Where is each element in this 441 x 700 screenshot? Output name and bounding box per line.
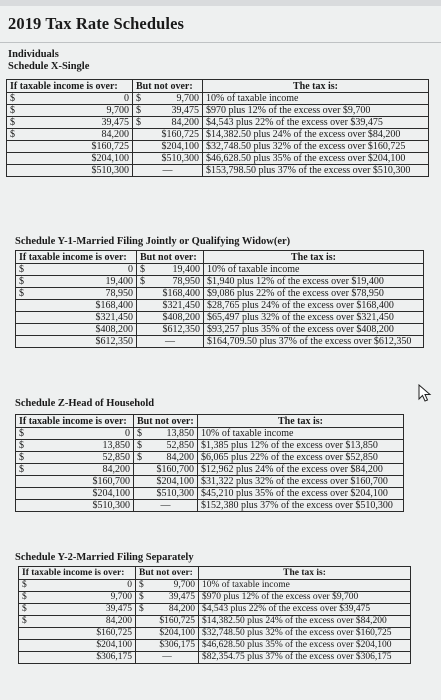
tax-formula-cell: $93,257 plus 35% of the excess over $408,200 <box>204 324 424 336</box>
table-row <box>19 652 411 664</box>
dollar-sign: $ <box>10 105 15 116</box>
tax-formula-cell: $46,628.50 plus 35% of the excess over $204,100 <box>199 640 411 652</box>
income-not-over-value: 39,475 <box>168 592 195 602</box>
dollar-sign: $ <box>19 428 24 439</box>
dollar-sign: $ <box>136 105 141 116</box>
income-not-over-cell <box>133 129 203 141</box>
dollar-sign: $ <box>19 452 24 463</box>
tax-formula-cell: $46,628.50 plus 35% of the excess over $204,100 <box>203 153 429 165</box>
income-not-over-value: $204,100 <box>156 476 194 487</box>
dollar-sign: $ <box>19 264 24 275</box>
table-row <box>16 336 424 348</box>
income-over-value: $168,400 <box>95 300 133 311</box>
income-not-over-cell <box>133 153 203 165</box>
income-not-over-cell <box>134 440 198 452</box>
header-over: If taxable income is over: <box>7 80 133 93</box>
income-over-cell <box>19 604 136 616</box>
dollar-sign: $ <box>10 93 15 104</box>
table-row <box>19 580 411 592</box>
income-over-value: 0 <box>128 264 133 275</box>
income-not-over-cell <box>136 652 199 664</box>
income-not-over-value: $168,400 <box>162 288 200 299</box>
income-over-value: 78,950 <box>105 288 133 299</box>
tax-formula-cell: 10% of taxable income <box>204 264 424 276</box>
income-not-over-cell <box>134 500 198 512</box>
title-divider <box>0 42 441 43</box>
income-over-cell <box>16 500 134 512</box>
income-over-value: $160,725 <box>91 141 129 152</box>
header-not-over: But not over: <box>137 251 204 264</box>
income-not-over-value: 84,200 <box>166 452 194 463</box>
income-over-value: $408,200 <box>95 324 133 335</box>
table-row <box>7 165 429 177</box>
income-not-over-value: 78,950 <box>172 276 200 287</box>
header-not-over: But not over: <box>133 80 203 93</box>
income-not-over-cell <box>137 300 204 312</box>
income-over-cell <box>16 312 137 324</box>
income-over-cell <box>7 141 133 153</box>
income-over-value: 13,850 <box>102 440 130 451</box>
income-over-cell <box>16 428 134 440</box>
header-tax: The tax is: <box>198 415 404 428</box>
income-over-cell <box>16 288 137 300</box>
income-not-over-cell <box>134 488 198 500</box>
table-row <box>16 288 424 300</box>
tax-formula-cell: $164,709.50 plus 37% of the excess over $612,350 <box>204 336 424 348</box>
table-row <box>7 93 429 105</box>
income-not-over-cell <box>136 592 199 604</box>
table-header-row <box>16 415 404 428</box>
income-over-cell <box>16 300 137 312</box>
tax-formula-cell: $12,962 plus 24% of the excess over $84,200 <box>198 464 404 476</box>
income-not-over-value: $510,300 <box>161 153 199 164</box>
dollar-sign: $ <box>137 452 142 463</box>
income-over-cell <box>19 616 136 628</box>
page-title: 2019 Tax Rate Schedules <box>8 14 185 33</box>
income-over-value: $204,100 <box>96 640 132 650</box>
dollar-sign: $ <box>136 117 141 128</box>
income-not-over-value: 9,700 <box>176 93 199 104</box>
tax-formula-cell: $970 plus 12% of the excess over $9,700 <box>203 105 429 117</box>
income-not-over-value: — <box>162 652 172 662</box>
income-not-over-cell <box>133 93 203 105</box>
income-over-value: 0 <box>127 580 132 590</box>
income-over-value: 52,850 <box>102 452 130 463</box>
table-row <box>19 640 411 652</box>
tax-formula-cell: $14,382.50 plus 24% of the excess over $84,200 <box>203 129 429 141</box>
income-not-over-cell <box>137 276 204 288</box>
income-not-over-cell <box>136 640 199 652</box>
individuals-label: Individuals <box>8 49 59 60</box>
income-over-cell <box>7 153 133 165</box>
income-not-over-cell <box>137 264 204 276</box>
tax-formula-cell: $153,798.50 plus 37% of the excess over $510,300 <box>203 165 429 177</box>
table-row <box>19 604 411 616</box>
income-over-cell <box>16 276 137 288</box>
income-over-value: 0 <box>124 93 129 104</box>
income-over-value: $612,350 <box>95 336 133 347</box>
income-not-over-cell <box>137 312 204 324</box>
dollar-sign: $ <box>137 440 142 451</box>
income-not-over-value: $160,725 <box>159 616 195 626</box>
tax-formula-cell: $32,748.50 plus 32% of the excess over $160,725 <box>203 141 429 153</box>
income-over-value: $321,450 <box>95 312 133 323</box>
income-not-over-value: 84,200 <box>168 604 195 614</box>
income-over-cell <box>16 464 134 476</box>
income-not-over-cell <box>134 452 198 464</box>
tax-formula-cell: $9,086 plus 22% of the excess over $78,950 <box>204 288 424 300</box>
income-not-over-cell <box>134 428 198 440</box>
income-not-over-cell <box>134 464 198 476</box>
income-not-over-value: — <box>160 500 171 511</box>
income-over-cell <box>19 652 136 664</box>
dollar-sign: $ <box>136 93 141 104</box>
intro-heading <box>8 49 89 73</box>
tax-formula-cell: 10% of taxable income <box>198 428 404 440</box>
tax-formula-cell: $152,380 plus 37% of the excess over $510,300 <box>198 500 404 512</box>
income-over-cell <box>16 452 134 464</box>
dollar-sign: $ <box>19 276 24 287</box>
tax-formula-cell: $45,210 plus 35% of the excess over $204,100 <box>198 488 404 500</box>
income-not-over-value: 84,200 <box>171 117 199 128</box>
income-not-over-value: — <box>162 165 173 176</box>
tax-formula-cell: $31,322 plus 32% of the excess over $160,700 <box>198 476 404 488</box>
income-not-over-value: $408,200 <box>162 312 200 323</box>
table-header-row <box>7 80 429 93</box>
dollar-sign: $ <box>22 604 27 614</box>
income-not-over-cell <box>137 288 204 300</box>
table-row <box>16 488 404 500</box>
table-row <box>16 464 404 476</box>
income-not-over-value: $160,700 <box>156 464 194 475</box>
tax-formula-cell: $970 plus 12% of the excess over $9,700 <box>199 592 411 604</box>
table-row <box>16 500 404 512</box>
header-over: If taxable income is over: <box>16 415 134 428</box>
income-over-cell <box>16 336 137 348</box>
table-row <box>16 312 424 324</box>
table-header-row <box>19 567 411 580</box>
table-row <box>7 117 429 129</box>
income-not-over-value: 39,475 <box>171 105 199 116</box>
income-over-cell <box>16 488 134 500</box>
income-over-cell <box>19 628 136 640</box>
tax-formula-cell: $1,385 plus 12% of the excess over $13,850 <box>198 440 404 452</box>
income-not-over-value: $510,300 <box>156 488 194 499</box>
table-row <box>19 592 411 604</box>
income-over-value: $160,725 <box>96 628 132 638</box>
table-row <box>16 324 424 336</box>
table-row <box>16 276 424 288</box>
tax-formula-cell: $4,543 plus 22% of the excess over $39,475 <box>203 117 429 129</box>
schedule-x-table <box>6 79 429 177</box>
income-over-cell <box>16 324 137 336</box>
income-over-value: $510,300 <box>92 500 130 511</box>
income-not-over-value: 52,850 <box>166 440 194 451</box>
header-tax: The tax is: <box>203 80 429 93</box>
tax-formula-cell: $82,354.75 plus 37% of the excess over $306,175 <box>199 652 411 664</box>
schedule-y2-table <box>18 566 411 664</box>
income-over-value: $306,175 <box>96 652 132 662</box>
tax-formula-cell: $14,382.50 plus 24% of the excess over $84,200 <box>199 616 411 628</box>
dollar-sign: $ <box>139 592 144 602</box>
income-not-over-cell <box>133 141 203 153</box>
income-over-value: 9,700 <box>106 105 129 116</box>
income-over-value: 19,400 <box>105 276 133 287</box>
income-over-value: $510,300 <box>91 165 129 176</box>
dollar-sign: $ <box>10 129 15 140</box>
table-row <box>7 129 429 141</box>
table-row <box>19 616 411 628</box>
schedule-x-label: Schedule X-Single <box>8 61 90 72</box>
income-over-value: 84,200 <box>102 464 130 475</box>
income-over-value: 9,700 <box>110 592 132 602</box>
income-over-value: 84,200 <box>101 129 129 140</box>
income-not-over-value: $612,350 <box>162 324 200 335</box>
header-over: If taxable income is over: <box>19 567 136 580</box>
income-not-over-value: 9,700 <box>173 580 195 590</box>
table-row <box>16 428 404 440</box>
income-over-cell <box>7 105 133 117</box>
table-row <box>7 153 429 165</box>
income-over-value: 39,475 <box>101 117 129 128</box>
tax-formula-cell: $28,765 plus 24% of the excess over $168,400 <box>204 300 424 312</box>
tax-formula-cell: $32,748.50 plus 32% of the excess over $160,725 <box>199 628 411 640</box>
tax-formula-cell: 10% of taxable income <box>203 93 429 105</box>
dollar-sign: $ <box>140 276 145 287</box>
income-not-over-value: $160,725 <box>161 129 199 140</box>
mouse-pointer-icon <box>418 384 432 402</box>
income-not-over-value: $204,100 <box>161 141 199 152</box>
schedule-y2-title: Schedule Y-2-Married Filing Separately <box>15 552 194 563</box>
table-row <box>16 440 404 452</box>
income-not-over-value: $321,450 <box>162 300 200 311</box>
income-not-over-value: $306,175 <box>159 640 195 650</box>
header-not-over: But not over: <box>134 415 198 428</box>
tax-formula-cell: $4,543 plus 22% of the excess over $39,475 <box>199 604 411 616</box>
dollar-sign: $ <box>22 616 27 626</box>
tax-formula-cell: 10% of taxable income <box>199 580 411 592</box>
income-not-over-value: — <box>165 336 175 347</box>
income-over-value: 0 <box>125 428 130 439</box>
income-not-over-cell <box>137 324 204 336</box>
dollar-sign: $ <box>139 580 144 590</box>
income-over-value: 39,475 <box>105 604 132 614</box>
income-not-over-cell <box>136 604 199 616</box>
income-over-cell <box>7 129 133 141</box>
table-row <box>16 476 404 488</box>
income-over-value: $204,100 <box>91 153 129 164</box>
tax-formula-cell: $6,065 plus 22% of the excess over $52,850 <box>198 452 404 464</box>
top-edge <box>0 0 441 6</box>
table-row <box>19 628 411 640</box>
dollar-sign: $ <box>19 440 24 451</box>
dollar-sign: $ <box>19 288 24 299</box>
schedule-z-table <box>15 414 404 512</box>
dollar-sign: $ <box>10 117 15 128</box>
header-tax: The tax is: <box>204 251 424 264</box>
table-row <box>16 264 424 276</box>
tax-formula-cell: $65,497 plus 32% of the excess over $321,450 <box>204 312 424 324</box>
income-over-cell <box>7 117 133 129</box>
income-not-over-cell <box>133 117 203 129</box>
schedule-y1-table <box>15 250 424 348</box>
income-not-over-value: 19,400 <box>172 264 200 275</box>
header-not-over: But not over: <box>136 567 199 580</box>
income-not-over-cell <box>136 580 199 592</box>
header-tax: The tax is: <box>199 567 411 580</box>
income-over-cell <box>16 264 137 276</box>
tax-formula-cell: $1,940 plus 12% of the excess over $19,400 <box>204 276 424 288</box>
schedule-y1-title: Schedule Y-1-Married Filing Jointly or Qualifying Widow(er) <box>15 236 291 247</box>
income-over-value: $204,100 <box>92 488 130 499</box>
table-row <box>16 300 424 312</box>
table-row <box>7 105 429 117</box>
income-over-cell <box>16 476 134 488</box>
income-not-over-value: 13,850 <box>166 428 194 439</box>
dollar-sign: $ <box>140 264 145 275</box>
table-row <box>16 452 404 464</box>
table-row <box>7 141 429 153</box>
income-over-cell <box>7 165 133 177</box>
table-header-row <box>16 251 424 264</box>
dollar-sign: $ <box>22 592 27 602</box>
income-not-over-cell <box>136 616 199 628</box>
income-over-cell <box>19 640 136 652</box>
income-not-over-cell <box>133 105 203 117</box>
income-not-over-cell <box>137 336 204 348</box>
schedule-z-title: Schedule Z-Head of Household <box>15 398 155 409</box>
dollar-sign: $ <box>22 580 27 590</box>
income-not-over-value: $204,100 <box>159 628 195 638</box>
income-over-cell <box>16 440 134 452</box>
header-over: If taxable income is over: <box>16 251 137 264</box>
income-not-over-cell <box>134 476 198 488</box>
income-not-over-cell <box>136 628 199 640</box>
income-over-cell <box>7 93 133 105</box>
dollar-sign: $ <box>137 428 142 439</box>
income-over-cell <box>19 592 136 604</box>
income-over-value: 84,200 <box>105 616 132 626</box>
dollar-sign: $ <box>139 604 144 614</box>
income-over-cell <box>19 580 136 592</box>
dollar-sign: $ <box>19 464 24 475</box>
income-over-value: $160,700 <box>92 476 130 487</box>
income-not-over-cell <box>133 165 203 177</box>
